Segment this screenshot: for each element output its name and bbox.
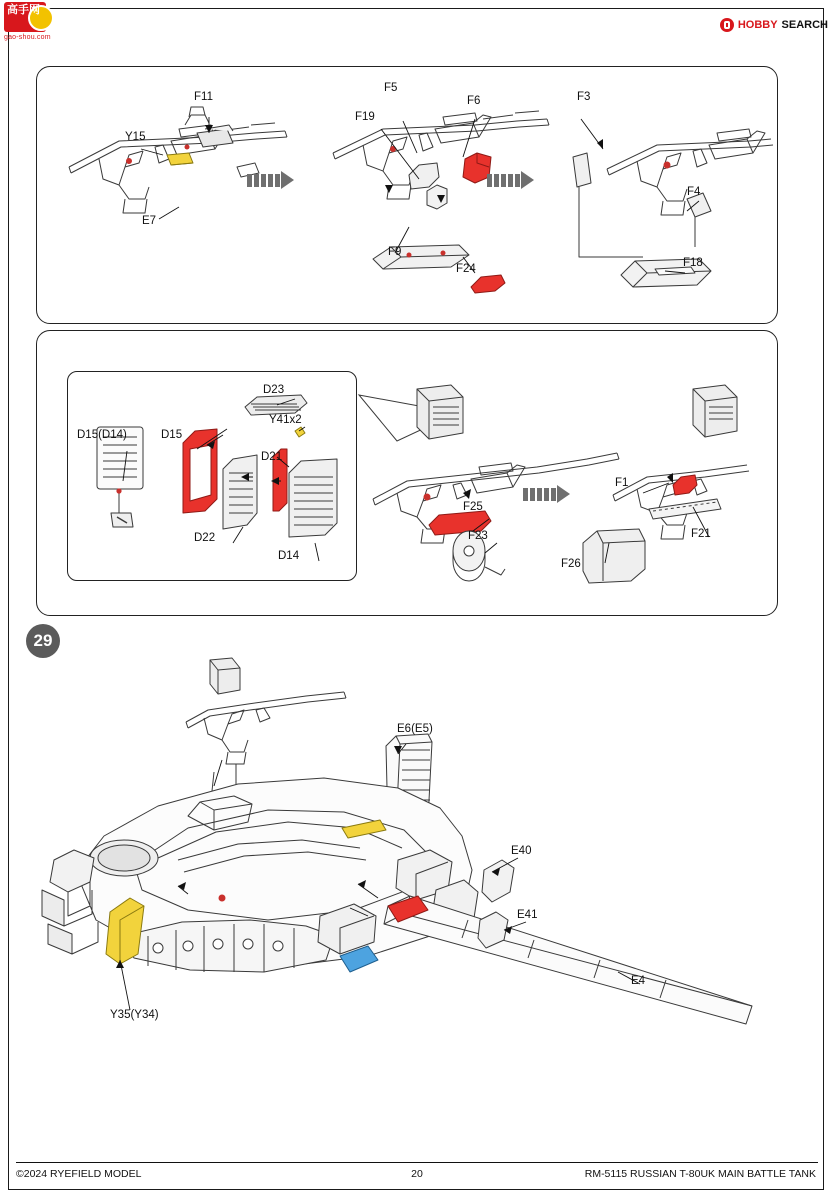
flow-arrow-2 xyxy=(487,172,534,188)
logo-url: gao-shou.com xyxy=(4,34,51,41)
footer-divider xyxy=(16,1162,818,1163)
assembly-diagram-middle xyxy=(37,331,777,615)
assembly-diagram-top xyxy=(37,67,777,323)
copyright-text: ©2024 RYEFIELD MODEL xyxy=(16,1168,142,1180)
part-label-D21: D21 xyxy=(261,451,283,463)
part-label-F25: F25 xyxy=(463,501,483,513)
part-label-F4: F4 xyxy=(687,186,701,198)
part-label-F3: F3 xyxy=(577,91,591,103)
part-label-F9: F9 xyxy=(388,246,402,258)
hobbysearch-logo xyxy=(720,18,828,32)
part-label-Y15: Y15 xyxy=(125,131,146,143)
step-panel-top xyxy=(36,66,778,324)
part-label-Y35-Y34: Y35(Y34) xyxy=(110,1009,159,1021)
part-label-F1: F1 xyxy=(615,477,629,489)
hobby-mark-icon xyxy=(720,18,734,32)
page-number: 20 xyxy=(411,1168,423,1180)
part-label-D22: D22 xyxy=(194,532,216,544)
part-label-F6: F6 xyxy=(467,95,481,107)
part-label-E7: E7 xyxy=(142,215,157,227)
part-label-E6-E5: E6(E5) xyxy=(397,723,433,735)
page-footer xyxy=(0,1160,834,1200)
logo-characters: 高手网 xyxy=(7,3,40,16)
part-label-Y41x2: Y41x2 xyxy=(269,414,302,426)
part-label-D14: D14 xyxy=(278,550,300,562)
turret-assembly-diagram xyxy=(18,650,818,1070)
kit-name: RM-5115 RUSSIAN T-80UK MAIN BATTLE TANK xyxy=(584,1168,816,1180)
step-number-badge: 29 xyxy=(26,624,60,658)
part-label-E41: E41 xyxy=(517,909,538,921)
part-label-E40: E40 xyxy=(511,845,532,857)
part-label-D15-D14: D15(D14) xyxy=(77,429,127,441)
part-label-F26: F26 xyxy=(561,558,581,570)
part-label-F24: F24 xyxy=(456,263,476,275)
part-label-E4: E4 xyxy=(631,975,646,987)
part-label-D23: D23 xyxy=(263,384,285,396)
flow-arrow-3 xyxy=(523,486,570,502)
flow-arrow-1 xyxy=(247,172,294,188)
gaoshou-logo xyxy=(4,2,62,46)
part-label-F18: F18 xyxy=(683,257,703,269)
hobby-brand: HOBBY xyxy=(737,19,778,31)
part-label-F19: F19 xyxy=(355,111,375,123)
part-label-D15: D15 xyxy=(161,429,183,441)
step-panel-middle xyxy=(36,330,778,616)
part-label-F23: F23 xyxy=(468,530,488,542)
part-label-F21: F21 xyxy=(691,528,711,540)
part-label-F5: F5 xyxy=(384,82,398,94)
hobby-word: SEARCH xyxy=(781,19,828,31)
part-label-F11: F11 xyxy=(194,91,213,103)
